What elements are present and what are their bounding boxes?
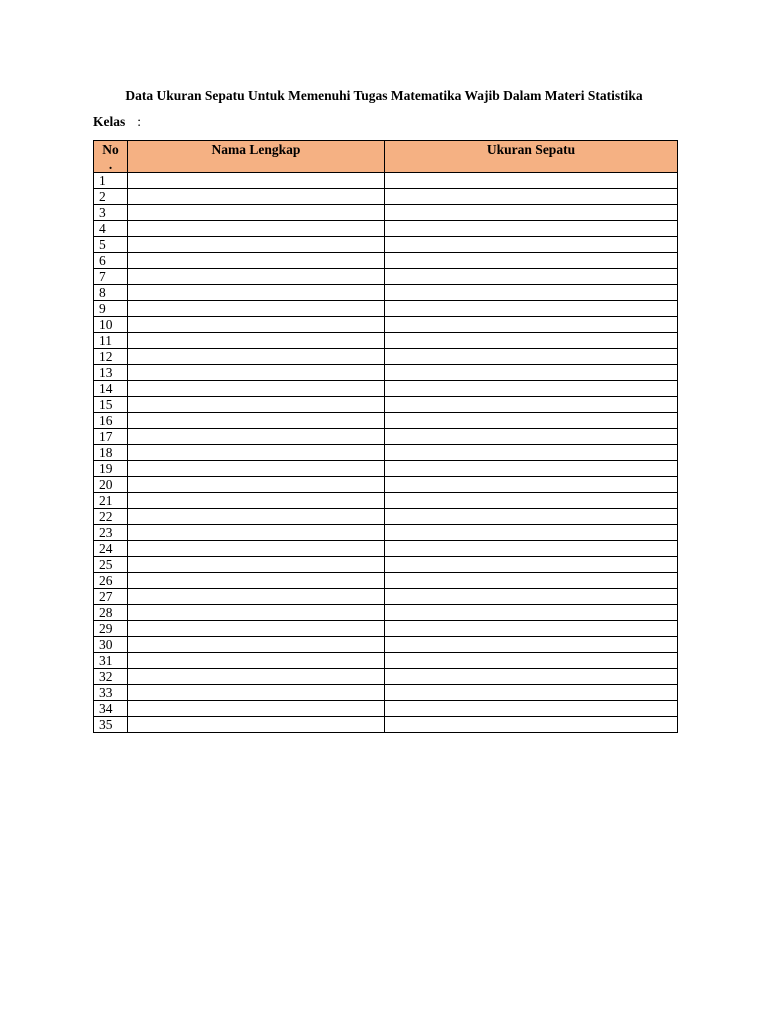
ukuran-sepatu-cell[interactable] [385,541,678,557]
kelas-label: Kelas [93,114,126,129]
table-row [94,589,678,605]
table-row [94,205,678,221]
ukuran-sepatu-cell[interactable] [385,413,678,429]
row-number-cell: 33 [94,685,128,701]
row-number-cell: 1 [94,173,128,189]
nama-lengkap-cell[interactable] [128,493,385,509]
table-row [94,349,678,365]
table-row [94,701,678,717]
ukuran-sepatu-cell[interactable] [385,221,678,237]
ukuran-sepatu-cell[interactable] [385,205,678,221]
ukuran-sepatu-cell[interactable] [385,557,678,573]
row-number-cell: 4 [94,221,128,237]
row-number-cell: 9 [94,301,128,317]
ukuran-sepatu-cell[interactable] [385,397,678,413]
kelas-colon: : [137,114,142,129]
document-title: Data Ukuran Sepatu Untuk Memenuhi Tugas Matematika Wajib Dalam Materi Statistika [125,88,643,103]
nama-lengkap-cell[interactable] [128,509,385,525]
row-number-cell: 22 [94,509,128,525]
nama-lengkap-cell[interactable] [128,269,385,285]
row-number-cell: 3 [94,205,128,221]
table-row [94,429,678,445]
nama-lengkap-cell[interactable] [128,717,385,733]
ukuran-sepatu-cell[interactable] [385,445,678,461]
nama-lengkap-cell[interactable] [128,333,385,349]
table-row [94,269,678,285]
nama-lengkap-cell[interactable] [128,413,385,429]
nama-lengkap-cell[interactable] [128,349,385,365]
table-row [94,381,678,397]
nama-lengkap-cell[interactable] [128,301,385,317]
table-row [94,669,678,685]
table-row [94,573,678,589]
row-number-cell: 29 [94,621,128,637]
ukuran-sepatu-cell[interactable] [385,685,678,701]
row-number-cell: 21 [94,493,128,509]
row-number-cell: 13 [94,365,128,381]
nama-lengkap-cell[interactable] [128,637,385,653]
ukuran-sepatu-cell[interactable] [385,381,678,397]
table-row [94,653,678,669]
row-number-cell: 31 [94,653,128,669]
table-row [94,541,678,557]
nama-lengkap-cell[interactable] [128,605,385,621]
nama-lengkap-cell[interactable] [128,573,385,589]
ukuran-sepatu-cell[interactable] [385,461,678,477]
row-number-cell: 2 [94,189,128,205]
ukuran-sepatu-cell[interactable] [385,477,678,493]
row-number-cell: 24 [94,541,128,557]
table-row [94,397,678,413]
header-no-line1: No [102,142,119,157]
nama-lengkap-cell[interactable] [128,685,385,701]
nama-lengkap-cell[interactable] [128,397,385,413]
nama-lengkap-cell[interactable] [128,445,385,461]
nama-lengkap-cell[interactable] [128,653,385,669]
nama-lengkap-cell[interactable] [128,701,385,717]
ukuran-sepatu-cell[interactable] [385,333,678,349]
ukuran-sepatu-cell[interactable] [385,717,678,733]
table-row [94,685,678,701]
table-row [94,221,678,237]
row-number-cell: 8 [94,285,128,301]
ukuran-sepatu-cell[interactable] [385,365,678,381]
row-number-cell: 34 [94,701,128,717]
ukuran-sepatu-cell[interactable] [385,285,678,301]
nama-lengkap-cell[interactable] [128,285,385,301]
nama-lengkap-cell[interactable] [128,589,385,605]
nama-lengkap-cell[interactable] [128,317,385,333]
ukuran-sepatu-cell[interactable] [385,237,678,253]
row-number-cell: 23 [94,525,128,541]
row-number-cell: 20 [94,477,128,493]
nama-lengkap-cell[interactable] [128,557,385,573]
row-number-cell: 18 [94,445,128,461]
row-number-cell: 7 [94,269,128,285]
ukuran-sepatu-cell[interactable] [385,525,678,541]
ukuran-sepatu-cell[interactable] [385,653,678,669]
ukuran-sepatu-cell[interactable] [385,429,678,445]
ukuran-sepatu-cell[interactable] [385,269,678,285]
nama-lengkap-cell[interactable] [128,237,385,253]
header-no [94,141,128,173]
nama-lengkap-cell[interactable] [128,253,385,269]
shoe-size-table [93,140,678,733]
table-row [94,413,678,429]
table-row [94,717,678,733]
ukuran-sepatu-cell[interactable] [385,621,678,637]
table-row [94,173,678,189]
header-ukuran-sepatu: Ukuran Sepatu [385,141,678,173]
kelas-line [93,113,141,131]
row-number-cell: 26 [94,573,128,589]
table-body [94,173,678,733]
table-row [94,637,678,653]
table-row [94,525,678,541]
row-number-cell: 19 [94,461,128,477]
row-number-cell: 14 [94,381,128,397]
ukuran-sepatu-cell[interactable] [385,637,678,653]
nama-lengkap-cell[interactable] [128,381,385,397]
row-number-cell: 6 [94,253,128,269]
ukuran-sepatu-cell[interactable] [385,509,678,525]
row-number-cell: 12 [94,349,128,365]
table-row [94,621,678,637]
row-number-cell: 32 [94,669,128,685]
table-header-row [94,141,678,173]
header-nama-lengkap: Nama Lengkap [128,141,385,173]
nama-lengkap-cell[interactable] [128,429,385,445]
ukuran-sepatu-cell[interactable] [385,493,678,509]
row-number-cell: 30 [94,637,128,653]
ukuran-sepatu-cell[interactable] [385,573,678,589]
table-row [94,333,678,349]
nama-lengkap-cell[interactable] [128,189,385,205]
row-number-cell: 17 [94,429,128,445]
nama-lengkap-cell[interactable] [128,365,385,381]
ukuran-sepatu-cell[interactable] [385,349,678,365]
nama-lengkap-cell[interactable] [128,205,385,221]
ukuran-sepatu-cell[interactable] [385,173,678,189]
nama-lengkap-cell[interactable] [128,669,385,685]
row-number-cell: 10 [94,317,128,333]
row-number-cell: 27 [94,589,128,605]
ukuran-sepatu-cell[interactable] [385,189,678,205]
ukuran-sepatu-cell[interactable] [385,669,678,685]
table-row [94,365,678,381]
table-row [94,237,678,253]
table-row [94,509,678,525]
table-row [94,301,678,317]
row-number-cell: 28 [94,605,128,621]
nama-lengkap-cell[interactable] [128,461,385,477]
table-row [94,605,678,621]
table-row [94,189,678,205]
ukuran-sepatu-cell[interactable] [385,589,678,605]
table-row [94,461,678,477]
row-number-cell: 16 [94,413,128,429]
row-number-cell: 5 [94,237,128,253]
table-row [94,477,678,493]
header-no-line2: . [108,157,113,172]
ukuran-sepatu-cell[interactable] [385,605,678,621]
ukuran-sepatu-cell[interactable] [385,701,678,717]
ukuran-sepatu-cell[interactable] [385,253,678,269]
nama-lengkap-cell[interactable] [128,525,385,541]
ukuran-sepatu-cell[interactable] [385,301,678,317]
table-row [94,445,678,461]
nama-lengkap-cell[interactable] [128,221,385,237]
table-row [94,317,678,333]
nama-lengkap-cell[interactable] [128,477,385,493]
row-number-cell: 11 [94,333,128,349]
table-row [94,493,678,509]
row-number-cell: 15 [94,397,128,413]
nama-lengkap-cell[interactable] [128,621,385,637]
table-row [94,253,678,269]
nama-lengkap-cell[interactable] [128,541,385,557]
row-number-cell: 35 [94,717,128,733]
nama-lengkap-cell[interactable] [128,173,385,189]
table-row [94,557,678,573]
row-number-cell: 25 [94,557,128,573]
table-row [94,285,678,301]
ukuran-sepatu-cell[interactable] [385,317,678,333]
